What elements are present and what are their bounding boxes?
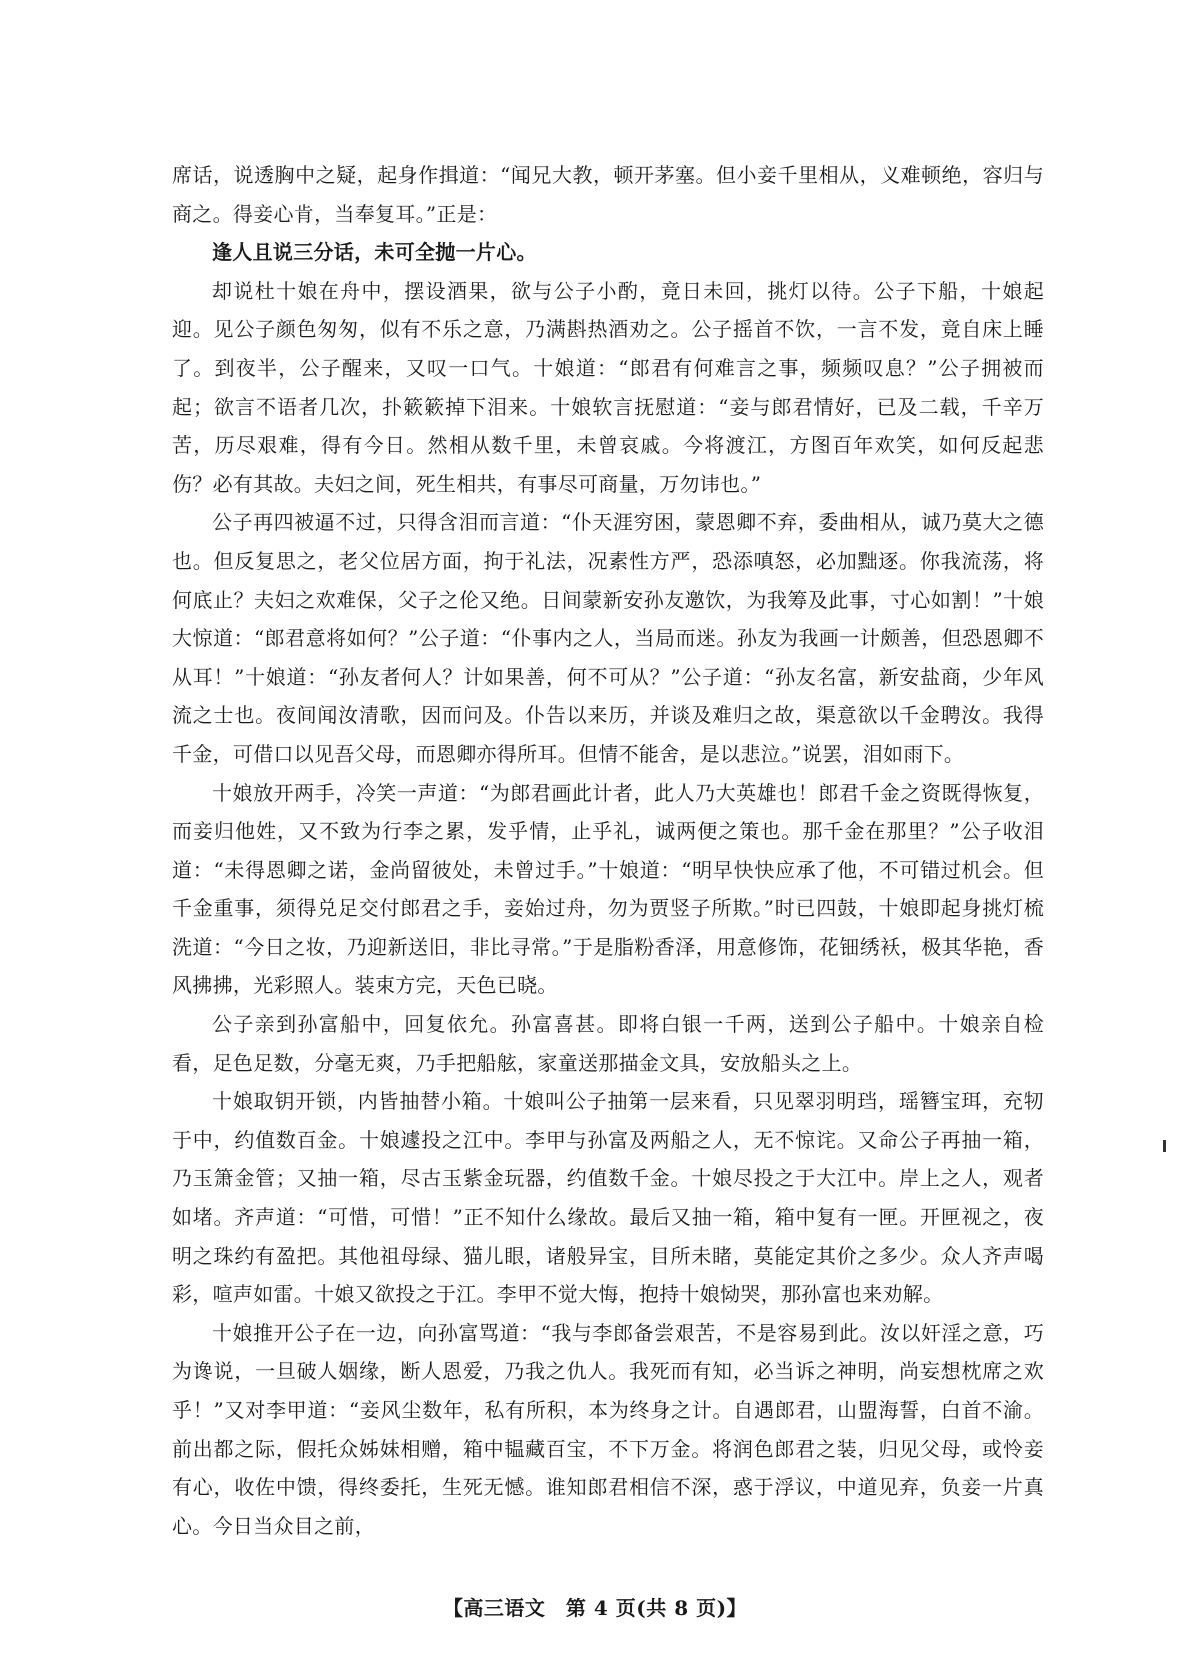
passage-body <box>172 156 1044 1545</box>
paragraph: 十娘取钥开锁，内皆抽替小箱。十娘叫公子抽第一层来看，只见翠羽明珰，瑶簪宝珥，充牣于中，约值数百金。十娘遽投之江中。李甲与孙富及两船之人，无不惊诧。又命公子再抽一箱，乃玉箫金管；又抽一箱，尽古玉紫金玩器，约值数千金。十娘尽投之于大江中。岸上之人，观者如堵。齐声道：“可惜，可惜！”正不知什么缘故。最后又抽一箱，箱中复有一匣。开匣视之，夜明之珠约有盈把。其他祖母绿、猫儿眼，诸般异宝，目所未睹，莫能定其价之多少。众人齐声喝彩，喧声如雷。十娘又欲投之于江。李甲不觉大悔，抱持十娘恸哭，那孙富也来劝解。 <box>172 1089 1044 1307</box>
paragraph: 却说杜十娘在舟中，摆设酒果，欲与公子小酌，竟日未回，挑灯以待。公子下船，十娘起迎。见公子颜色匆匆，似有不乐之意，乃满斟热酒劝之。公子摇首不饮，一言不发，竟自床上睡了。到夜半，公子醒来，又叹一口气。十娘道：“郎君有何难言之事，频频叹息？”公子拥被而起；欲言不语者几次，扑簌簌掉下泪来。十娘软言抚慰道：“妾与郎君情好，已及二载，千辛万苦，历尽艰难，得有今日。然相从数千里，未曾哀戚。今将渡江，方图百年欢笑，如何反起悲伤？必有其故。夫妇之间，死生相共，有事尽可商量，万勿讳也。” <box>172 278 1044 496</box>
paragraph: 公子再四被逼不过，只得含泪而言道：“仆天涯穷困，蒙恩卿不弃，委曲相从，诚乃莫大之德也。但反复思之，老父位居方面，拘于礼法，况素性方严，恐添嗔怒，必加黜逐。你我流荡，将何底止？夫妇之欢难保，父子之伦又绝。日间蒙新安孙友邀饮，为我筹及此事，寸心如割！”十娘大惊道：“郎君意将如何？”公子道：“仆事内之人，当局而迷。孙友为我画一计颇善，但恐恩卿不从耳！”十娘道：“孙友者何人？计如果善，何不可从？”公子道：“孙友名富，新安盐商，少年风流之士也。夜间闻汝清歌，因而问及。仆告以来历，并谈及难归之故，渠意欲以千金聘汝。我得千金，可借口以见吾父母，而恩卿亦得所耳。但情不能舍，是以悲泣。”说罢，泪如雨下。 <box>172 510 1044 766</box>
paragraph: 十娘推开公子在一边，向孙富骂道：“我与李郎备尝艰苦，不是容易到此。汝以奸淫之意，巧为谗说，一旦破人姻缘，断人恩爱，乃我之仇人。我死而有知，必当诉之神明，尚妄想枕席之欢乎！”又对李甲道：“妾风尘数年，私有所积，本为终身之计。自遇郎君，山盟海誓，白首不渝。前出都之际，假托众姊妹相赠，箱中韫藏百宝，不下万金。将润色郎君之装，归见父母，或怜妾有心，收佐中馈，得终委托，生死无憾。谁知郎君相信不深，惑于浮议，中道见弃，负妾一片真心。今日当众目之前， <box>172 1320 1044 1538</box>
verse-line: 逢人且说三分话，未可全抛一片心。 <box>212 240 537 265</box>
scan-mark <box>1163 1140 1166 1152</box>
paragraph-continuation: 席话，说透胸中之疑，起身作揖道：“闻兄大教，顿开茅塞。但小妾千里相从，义难顿绝，容归与商之。得妾心肯，当奉复耳。”正是： <box>172 163 1044 226</box>
paragraph: 公子亲到孙富船中，回复依允。孙富喜甚。即将白银一千两，送到公子船中。十娘亲自检看，足色足数，分毫无爽，乃手把船舷，家童送那描金文具，安放船头之上。 <box>172 1012 1044 1075</box>
page-footer: 【高三语文 第 4 页(共 8 页)】 <box>442 1596 748 1620</box>
paragraph: 十娘放开两手，冷笑一声道：“为郎君画此计者，此人乃大英雄也！郎君千金之资既得恢复，而妾归他姓，又不致为行李之累，发乎情，止乎礼，诚两便之策也。那千金在那里？”公子收泪道：“未得恩卿之诺，金尚留彼处，未曾过手。”十娘道：“明早快快应承了他，不可错过机会。但千金重事，须得兑足交付郎君之手，妾始过舟，勿为贾竖子所欺。”时已四鼓，十娘即起身挑灯梳洗道：“今日之妆，乃迎新送旧，非比寻常。”于是脂粉香泽，用意修饰，花钿绣袄，极其华艳，香风拂拂，光彩照人。装束方完，天色已晓。 <box>172 780 1044 998</box>
